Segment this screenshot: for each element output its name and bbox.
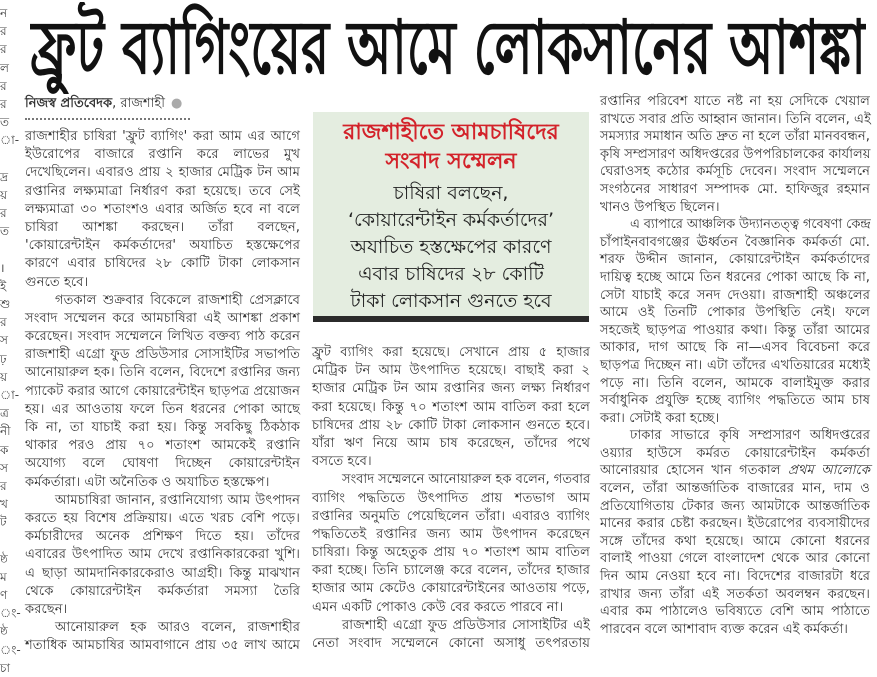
text-line: করতে হয় বিশেষ প্রক্রিয়ায়। এতে খরচ বেশি পড়ে। <box>25 510 300 526</box>
fragment-char: র <box>0 315 7 330</box>
highlight-quote <box>313 180 589 315</box>
text-line: করছেন। <box>25 601 68 617</box>
fragment-char: শু <box>0 297 11 311</box>
text-line: করা হয়েছে। কিন্তু ৭০ শতাংশ আম বাতিল করা হলে <box>312 399 590 415</box>
fragment-char: চা <box>0 660 10 675</box>
text-line: ওয়্যার হাউসে কর্মরত কোয়ারেন্টাইন কর্মকর্তা <box>600 445 870 461</box>
text-line: কারণে এবার চাষিদের ২৮ কোটি টাকা লোকসান <box>25 256 300 272</box>
text-line: সেটা যাচাই করে সনদ দেওয়া। রাজশাহী অঞ্চলের <box>600 287 870 303</box>
highlight-box-rule <box>313 316 589 322</box>
article-column-3 <box>600 93 870 638</box>
text-line: মানের করার চেষ্টা করছেন। ইউরোপের ব্যবসায়ীদের <box>600 516 870 532</box>
fragment-char: ণ <box>0 588 8 602</box>
text-line: সংবাদ সম্মেলনে আনোয়ারুল হক বলেন, গতবার <box>342 472 591 488</box>
text-line: লক্ষ্যমাত্রা ৩০ শতাংশও এবার অর্জিত হবে না বলে <box>25 201 300 217</box>
fragment-char: ট <box>0 515 7 530</box>
byline-location: , রাজশাহী <box>112 96 165 111</box>
fragment-char: ত <box>0 224 10 239</box>
text-line: এ ছাড়া আমদানিকারকেরাও আগ্রহী। কিন্তু মাঝখান <box>25 565 300 581</box>
text-line: সমস্যার সমাধান অতি দ্রুত না হলে তাঁরা মানববন্ধন, <box>600 129 870 145</box>
adjacent-article-fragment <box>0 4 20 677</box>
text-line: বলেন, তাঁরা আন্তর্জাতিক বাজারের মান, দাম ও <box>600 481 870 497</box>
text-line: ঘেরাওসহ কঠোর কর্মসূচি দেবেন। সংবাদ সম্মেলনে <box>600 164 870 180</box>
text-line: থাকার পরও প্রায় ৭০ শতাংশ আমকেই রপ্তানি <box>25 438 300 454</box>
text-line: মেট্রিক টন আম উৎপাদিত হয়েছে। বাছাই করা ২ <box>312 363 590 379</box>
paragraph <box>600 93 870 216</box>
text-line: গতকাল শুক্রবার বিকেলে রাজশাহী প্রেসক্লাবে <box>55 292 300 308</box>
fragment-char: য় <box>0 369 8 384</box>
highlight-heading-line: সংবাদ সম্মেলন <box>385 149 517 174</box>
text-line: সর্বাধুনিক প্রযুক্তি হচ্ছে ব্যাগিং পদ্ধতিতে আম চাষ <box>600 393 870 409</box>
text-line: শরফ উদ্দীন জানান, কোয়ারেন্টাইন কর্মকর্তাদের <box>600 252 870 268</box>
highlight-quote-line: টাকা লোকসান গুনতে হবে <box>350 290 552 312</box>
fragment-char: ং- <box>0 642 21 657</box>
text-line: আমচাষিরা জানান, রপ্তানিযোগ্য আম উৎপাদন <box>55 492 300 508</box>
text-line: এবার কম পাঠালেও ভবিষ্যতে বেশি আম পাঠাতে <box>600 604 870 620</box>
fragment-char: ত্র <box>0 406 9 421</box>
fragment-char: ষ্ঠ <box>0 624 8 639</box>
fragment-char: র <box>0 78 7 93</box>
text-line: বসতে হবে। <box>312 454 372 470</box>
fragment-char: । <box>0 260 5 275</box>
publication-name: প্রথম আলোকে <box>787 463 870 479</box>
byline-divider <box>25 118 190 120</box>
text-line: নেতা সংবাদ সম্মেলনে কোনো অসাধু তৎপরতায় <box>312 636 590 651</box>
text-line: কর্মকর্তারা। এটা অনৈতিক ও অযাচিত হস্তক্ষেপ। <box>25 474 270 490</box>
text-line: ফ্রুট ব্যাগিং করা হয়েছে। সেখানে প্রায় ৫ হাজার <box>312 345 590 360</box>
fragment-char: নী <box>0 424 11 439</box>
highlight-quote-line: ‘কোয়ারেন্টাইন কর্মকর্তাদের’ <box>347 209 555 231</box>
fragment-char <box>0 150 20 168</box>
text-line: আমে ওই তিনটি পোকার উপস্থিতি নেই। ফলে <box>600 305 870 321</box>
article-column-1 <box>25 128 300 655</box>
text-line: আনোরয়ার হোসেন খান গতকাল প্রথম আলোকে <box>600 463 870 479</box>
text-line: দায়িত্ব হচ্ছে আমে তিন ধরনের পোকা আছে কি না, <box>600 269 870 285</box>
fragment-char: া- <box>0 387 20 402</box>
text-line: বালাই পাওয়া গেলে বাংলাদেশ থেকে আর কোনো <box>600 551 870 567</box>
text-line: দিন আম নেওয়া হবে না। বিদেশের বাজারটা ধরে <box>600 569 870 585</box>
text-line: ছাড়পত্র দিচ্ছেন না। এটা তাঁদের এখতিয়ারের মধ্যেই <box>600 357 870 373</box>
fragment-char: র <box>0 96 7 111</box>
text-line: যাঁরা ঋণ নিয়ে আম চাষ করেছেন, তাঁদের পথে <box>312 435 590 451</box>
fragment-char <box>0 240 20 258</box>
text-line: রাজশাহীর চাষিরা 'ফ্রুট ব্যাগিং' করা আম এর আগে <box>25 129 300 144</box>
paragraph <box>312 344 590 471</box>
fragment-char: য় <box>0 187 8 202</box>
text-line: পারবেন বলে আশাবাদ ব্যক্ত করেন এই কর্মকর্তা। <box>600 621 848 637</box>
highlight-quote-line: এবার চাষিদের ২৮ কোটি <box>358 263 544 285</box>
fragment-char: র <box>0 42 7 57</box>
fragment-char: ং- <box>0 606 21 621</box>
text-line: দেখেছিলেন। এবারও প্রায় ২ হাজার মেট্রিক টন আম <box>25 165 300 181</box>
text-line: চাষিরা আশঙ্কা করছেন। তাঁরা বলছেন, <box>25 219 300 235</box>
fragment-char: র <box>0 478 7 493</box>
byline <box>25 95 182 113</box>
text-line: পদ্ধতিতেই রপ্তানির জন্য আম উৎপাদন করেছেন <box>312 526 590 542</box>
fragment-char: া- <box>0 133 20 148</box>
fragment-char: দ্র <box>0 169 8 184</box>
text-line: কি না, তা যাচাই করা হয়। কিন্তু সবকিছু ঠিকঠাক <box>25 420 300 435</box>
fragment-char: স <box>0 333 8 348</box>
headline-text: ফ্রুট ব্যাগিংয়ের আমে লোকসানের আশঙ্কা <box>30 5 866 91</box>
highlight-box <box>313 112 589 322</box>
fragment-char: র <box>0 206 7 221</box>
text-line: হাজার মেট্রিক টন আম রপ্তানির জন্য লক্ষ্য নির্ধারণ <box>312 381 590 397</box>
text-line: চাষিদের প্রায় ২৮ কোটি টাকা লোকসান গুনতে হবে। <box>312 417 590 433</box>
paragraph <box>312 471 590 617</box>
paragraph <box>25 492 300 619</box>
paragraph <box>600 427 870 638</box>
highlight-heading-line: রাজশাহীতে আমচাষিদের <box>343 120 559 145</box>
text-line: এমন একটি পোকাও কেউ বের করতে পারবে না। <box>312 599 564 615</box>
paragraph <box>25 128 300 292</box>
highlight-quote-line: অযাচিত হস্তক্ষেপের কারণে <box>350 236 552 258</box>
text-line: করা হচ্ছে। তিনি চ্যালেঞ্জ করে বলেন, তাঁদের হাজার <box>312 563 590 579</box>
fragment-char: ই <box>0 278 7 293</box>
text-line: রাখার জন্য তাঁরা এই সতর্কতা অবলম্বন করছেন। <box>600 586 870 602</box>
text-line: রপ্তানির লক্ষ্যমাত্রা নির্ধারণ করা হয়েছে। তবে সেই <box>25 183 300 199</box>
text-line: পড়ে না। তিনি বলেন, আমকে বালাইমুক্ত করার <box>600 375 870 391</box>
paragraph <box>25 292 300 492</box>
text-line: চাঁপাইনবাবগঞ্জের ঊর্ধ্বতন বৈজ্ঞানিক কর্মকর্তা মো. <box>600 234 870 250</box>
fragment-char <box>0 531 20 549</box>
highlight-quote-line: চাষিরা বলছেন, <box>393 182 509 204</box>
article-column-2 <box>312 344 590 653</box>
text-line: সহজেই ছাড়পত্র পাওয়ার কথা। কিন্তু তাঁরা আমের <box>600 322 870 338</box>
text-line: করেছেন। সংবাদ সম্মেলনে লিখিত বক্তব্য পাঠ করেন <box>25 329 300 345</box>
text-line: সঙ্গে তাঁদের কথা হয়েছে। আমে কোনো ধরনের <box>600 533 870 549</box>
text-line: সংগঠনের সাধারণ সম্পাদক মো. হাফিজুর রহমান <box>600 181 870 197</box>
text-line: থেকে কোয়ারেন্টাইন কর্মকর্তারা সমস্যা তৈরি <box>25 583 300 599</box>
text-line: করা। সেটাই করা হচ্ছে। <box>600 410 720 426</box>
text-line: রাজশাহী এগ্রো ফুড প্রডিউসার সোসাইটির সভাপতি <box>25 347 300 363</box>
fragment-char: র <box>0 24 7 39</box>
text-line: আনোয়ারুল হক আরও বলেন, রাজশাহীর <box>55 620 300 636</box>
paragraph <box>25 619 300 655</box>
text-line: রাজশাহী এগ্রো ফুড প্রডিউসার সোসাইটির এই <box>342 617 590 633</box>
text-line: হাজার আম কেটেও কোয়ারেন্টাইনের আওতায় পড়ে, <box>312 581 590 597</box>
fragment-char: স <box>0 460 8 475</box>
text-line: আকার, দাগ আছে কি না—এসব বিবেচনা করে <box>600 340 870 356</box>
text-line: প্যাকেট করার আগে কোয়ারেন্টাইন ছাড়পত্র প্রয়োজন <box>25 383 300 399</box>
text-line: এ ব্যাপারে আঞ্চলিক উদ্যানতত্ত্ব গবেষণা কেন্দ্র <box>630 217 871 233</box>
text-line: শতাধিক আমচাষির আমবাগানে প্রায় ৩৫ লাখ আমে <box>25 638 300 654</box>
byline-reporter: নিজস্ব প্রতিবেদক <box>25 96 113 111</box>
text-line: হয়। এর আওতায় ফলে তিন ধরনের পোকা আছে <box>25 401 300 417</box>
bullet-icon: ● <box>170 96 183 111</box>
text-line: 'কোয়ারেন্টাইন কর্মকর্তাদের' অযাচিত হস্তক্ষেপের <box>25 238 300 254</box>
fragment-char: ঢ় <box>0 351 7 366</box>
fragment-char: খ <box>0 497 8 512</box>
text-line: ঢাকার সাভারে কৃষি সম্প্রসারণ অধিদপ্তরের <box>630 428 870 444</box>
fragment-char: ল <box>0 60 9 75</box>
fragment-char: ত <box>0 115 10 130</box>
text-line: ইউরোপের বাজারে রপ্তানি করে লাভের মুখ <box>25 147 300 163</box>
text-line: কৃষি সম্প্রসারণ অধিদপ্তরের উপপরিচালকের কার্যালয় <box>600 146 871 162</box>
text-line: চাষিরা। কিন্তু অহেতুক প্রায় ৭০ শতাংশ আম বাতিল <box>312 545 590 561</box>
headline <box>30 2 866 94</box>
fragment-char: ন <box>0 6 8 20</box>
text-line: রাখতে সবার প্রতি আহ্বান জানান। তিনি বলেন, এই <box>600 111 871 127</box>
fragment-char: ক <box>0 442 9 457</box>
fragment-char: ষ্ঠ <box>0 551 8 566</box>
text-line: আনোয়ারুল হক। তিনি বলেন, বিদেশে রপ্তানির জন্য <box>25 365 300 381</box>
text-line: অযোগ্য বলে ঘোষণা দিচ্ছেন কোয়ারেন্টাইন <box>25 456 300 472</box>
text-line: এবারের উৎপাদিত আম দেখে রপ্তানিকারকেরা খুশি। <box>25 547 300 563</box>
fragment-char: ম <box>0 569 7 584</box>
text-line: প্রতিযোগিতায় টেকার জন্য আমটাকে আন্তর্জাতিক <box>600 498 870 514</box>
text-line: গুনতে হবে। <box>25 274 89 290</box>
text-line: খানও উপস্থিত ছিলেন। <box>600 199 720 215</box>
text-line: রপ্তানির অনুমতি পেয়েছিলেন তাঁরা। এবারও ব্যাগিং <box>312 508 590 524</box>
text-line: রপ্তানির পরিবেশ যাতে নষ্ট না হয় সেদিকে খেয়াল <box>600 94 870 109</box>
text-line: ব্যাগিং পদ্ধতিতে উৎপাদিত প্রায় শতভাগ আম <box>312 490 590 506</box>
highlight-heading <box>313 118 589 176</box>
text-line: সংবাদ সম্মেলন করে আমচাষিরা এই আশঙ্কা প্রকাশ <box>25 310 300 326</box>
paragraph <box>600 216 870 427</box>
text-line: কর্মচারীদের অনেক প্রশিক্ষণ দিতে হয়। তাঁদের <box>25 529 300 545</box>
